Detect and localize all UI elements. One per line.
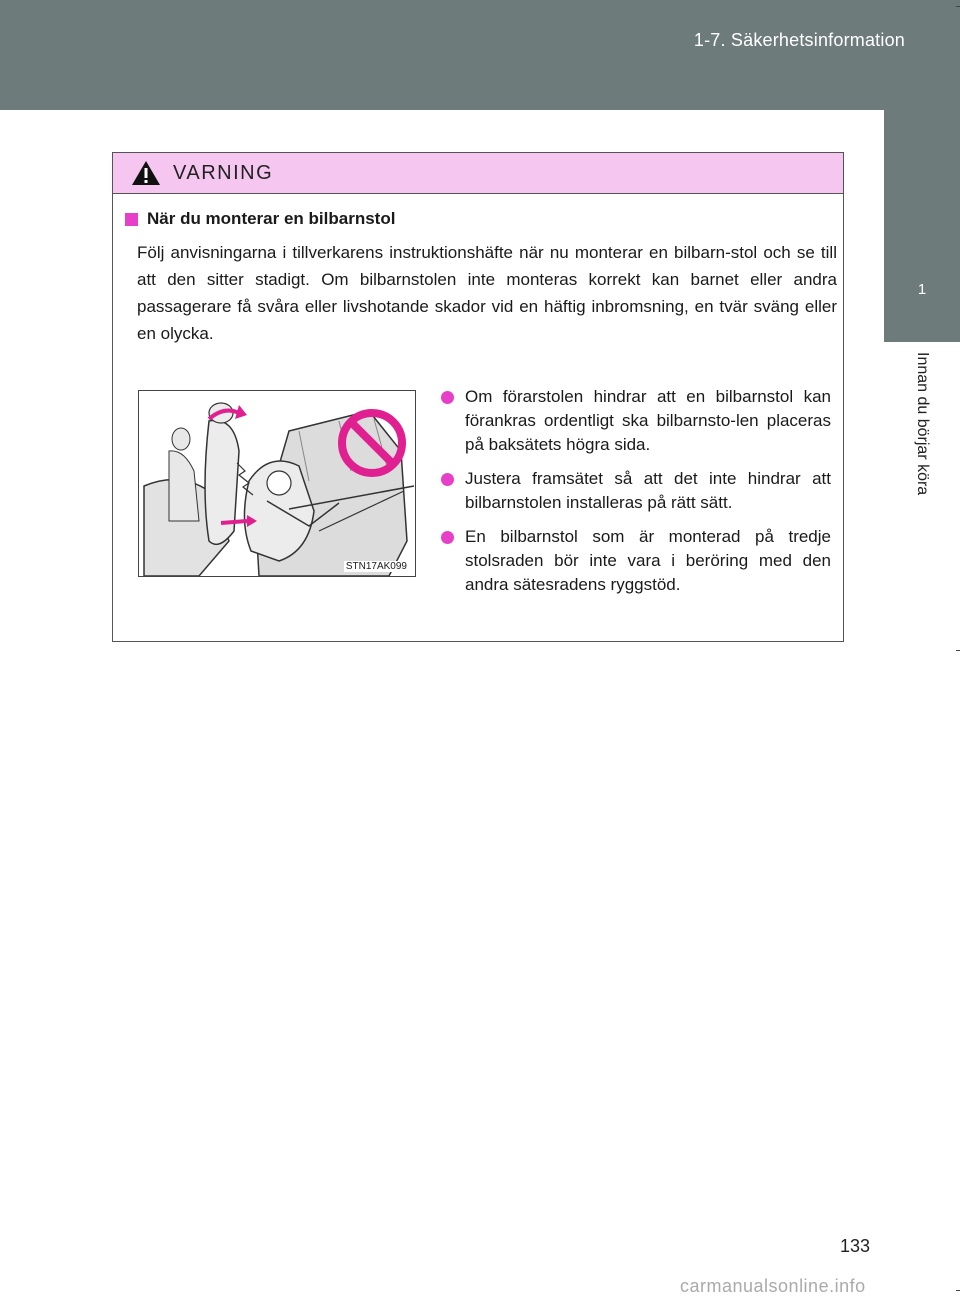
warning-box [112,152,844,642]
crop-mark [956,650,960,651]
square-bullet-icon [125,213,138,226]
warning-header [113,153,843,194]
bullet-list [435,385,831,607]
list-item-text: Om förarstolen hindrar att en bilbarnstol kan förankras ordentligt ska bilbarnsto-len placeras på baksätets högra sida. [465,387,831,454]
bullet-dot-icon [441,473,454,486]
chapter-number: 1 [884,238,960,342]
section-title: 1-7. Säkerhetsinformation [693,30,905,50]
list-item-text: Justera framsätet så att det inte hindrar att bilbarnstolen installeras på rätt sätt. [465,469,831,512]
watermark: carmanualsonline.info [680,1276,866,1296]
list-item [435,525,831,597]
warning-paragraph: Följ anvisningarna i tillverkarens instruktionshäfte när nu monterar en bilbarn-stol och se till att den sitter stadigt. Om bilbarnstolen inte monteras korrekt kan barnet eller andra passagerare få svåra eller livshotande skador vid en häftig inbromsning, en tvär sväng eller en olycka. [137,243,837,343]
page-number: 133 [839,1236,870,1256]
chapter-label [884,342,960,542]
list-item-text: En bilbarnstol som är monterad på tredje stolsraden bör inte vara i beröring med den andra sätesradens ryggstöd. [465,527,831,594]
list-item [435,467,831,515]
child-seat-illustration [138,390,416,577]
warning-triangle-icon [131,160,161,186]
figure-code: STN17AK099 [345,561,407,572]
list-item [435,385,831,457]
header-band [0,0,960,110]
child-seat-drawing [139,391,415,576]
warning-heading [125,209,395,229]
bullet-dot-icon [441,531,454,544]
bullet-dot-icon [441,391,454,404]
crop-mark [956,6,960,7]
crop-mark [956,1290,960,1291]
side-tab [884,110,960,238]
warning-title: VARNING [173,161,274,184]
warning-heading-text: När du monterar en bilbarnstol [147,209,396,228]
chapter-label-text: Innan du börjar köra [914,352,931,496]
